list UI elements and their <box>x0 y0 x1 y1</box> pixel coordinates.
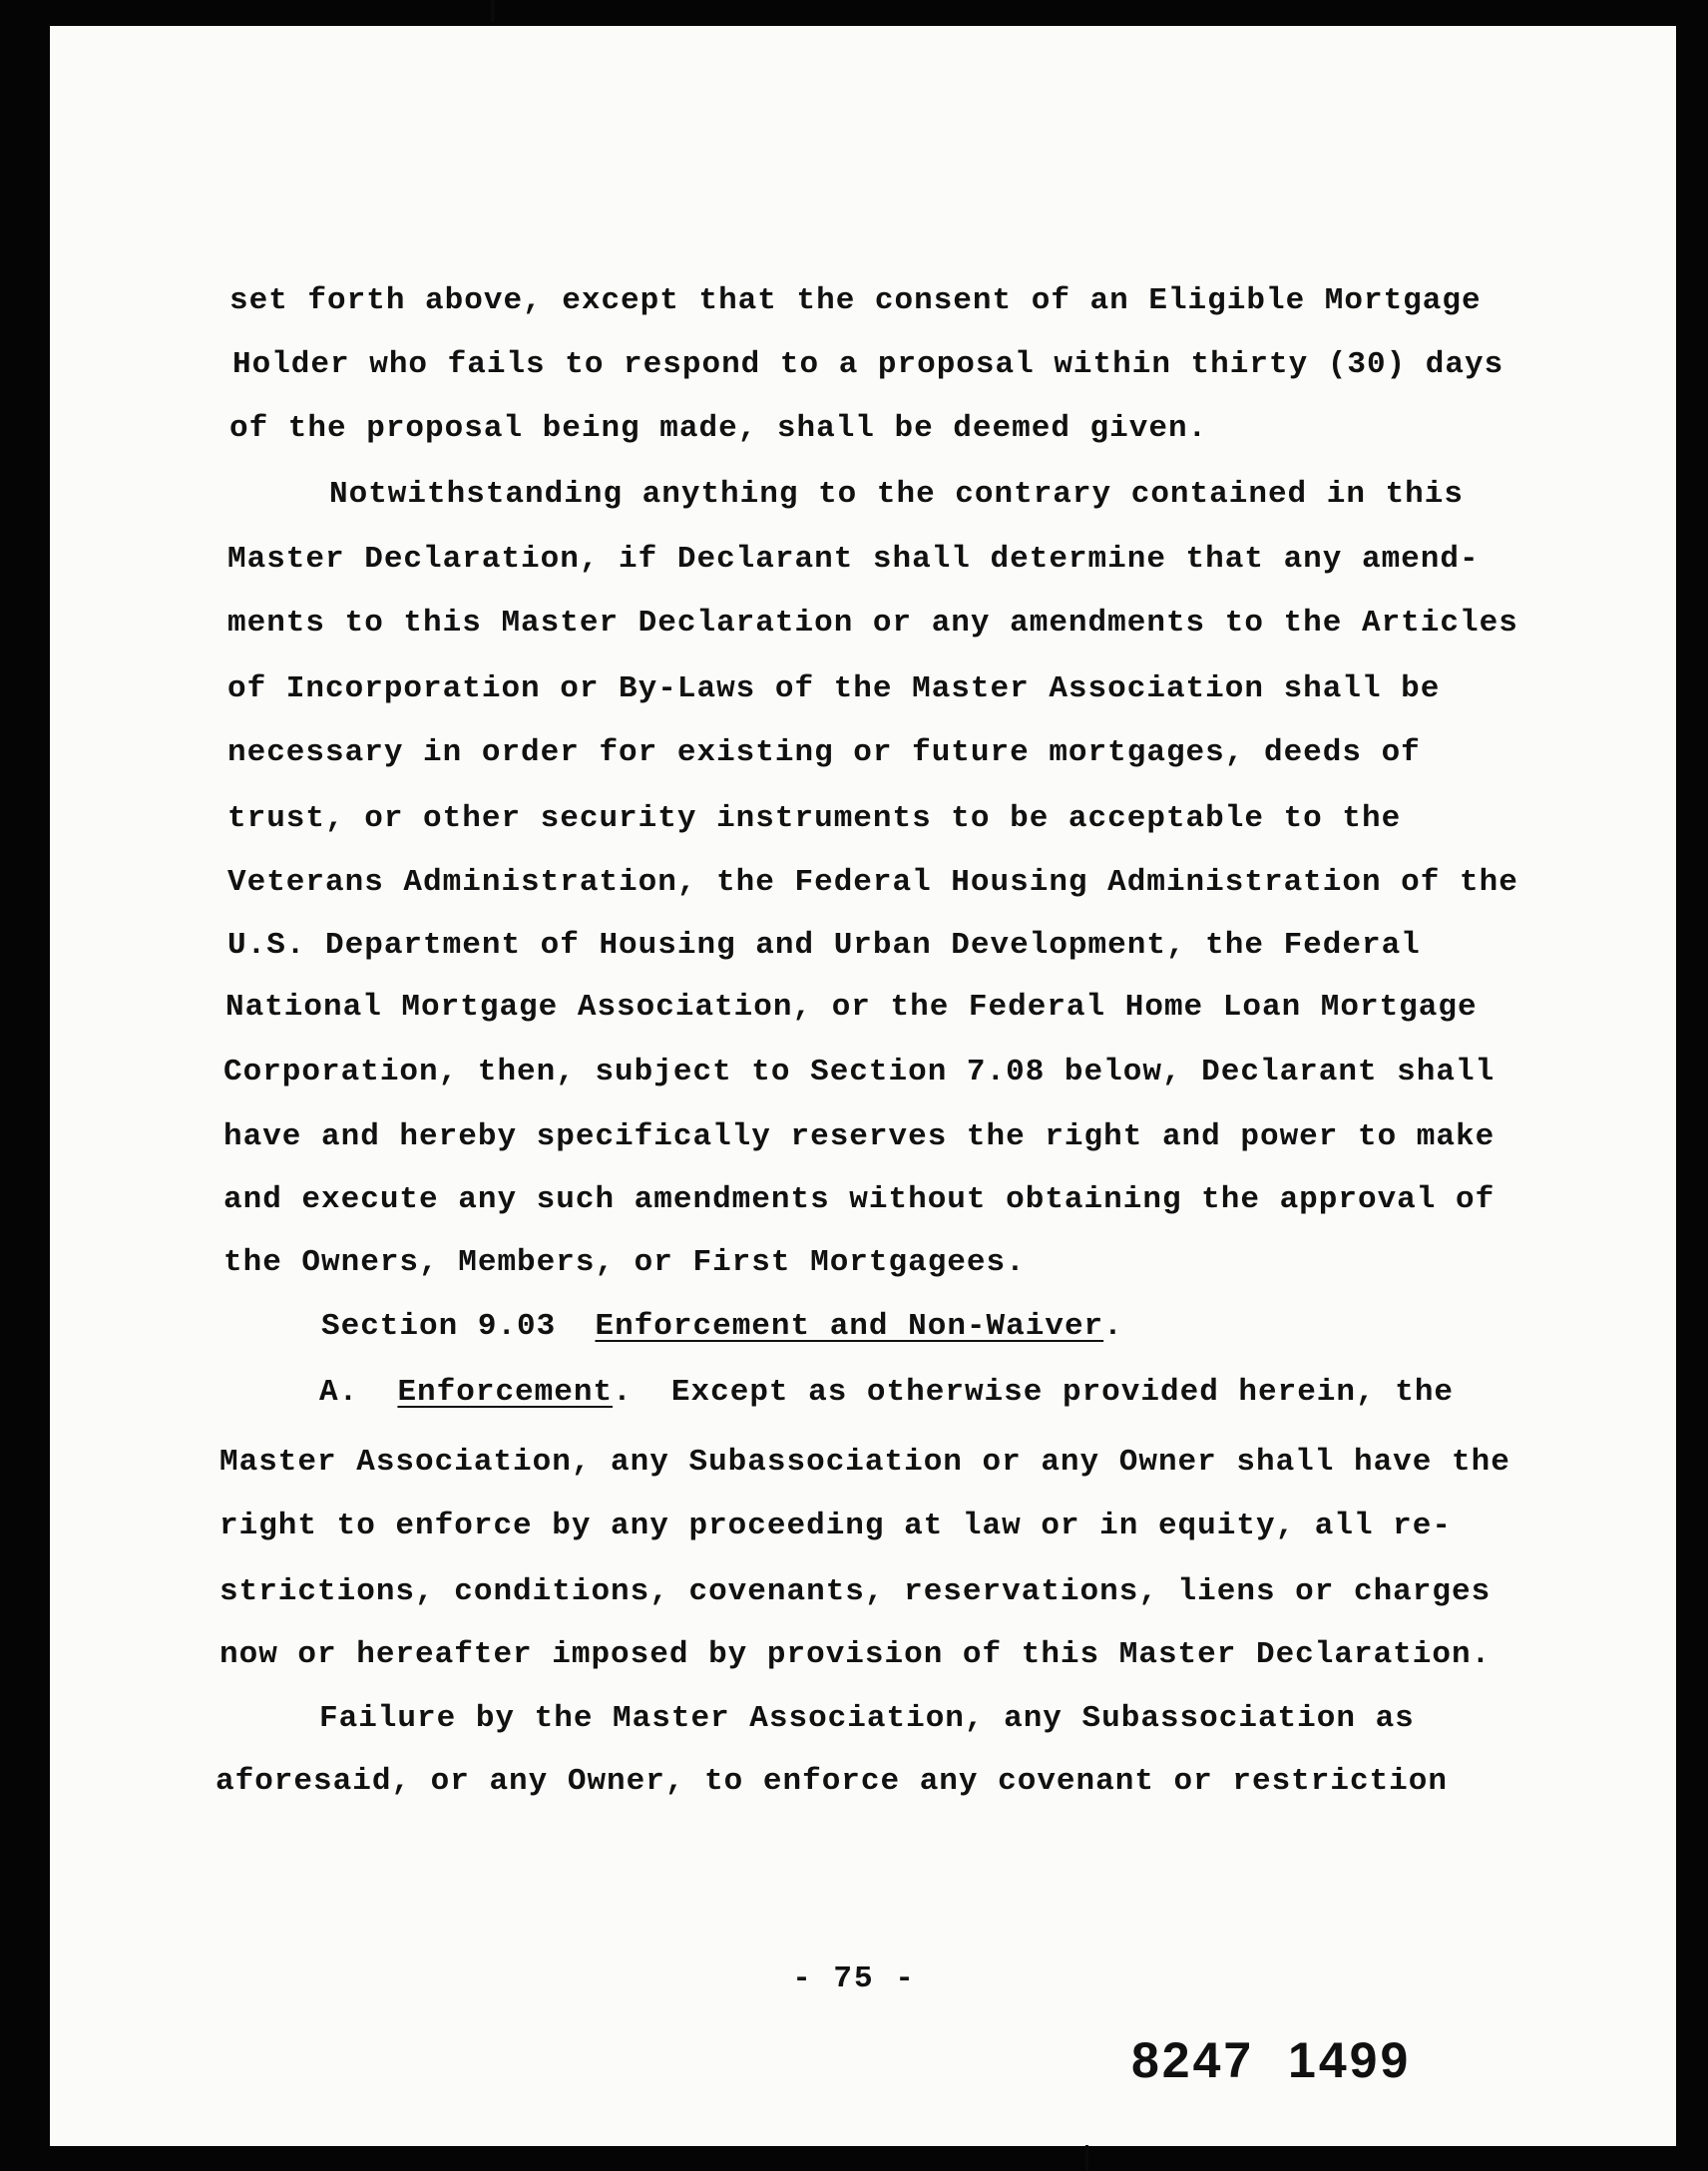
paragraph-line: of Incorporation or By-Laws of the Master Association shall be <box>227 671 1441 706</box>
paragraph-line: have and hereby specifically reserves the right and power to make <box>223 1119 1495 1154</box>
paragraph-line: Veterans Administration, the Federal Housing Administration of the <box>227 865 1518 900</box>
subsection-first-line: Except as otherwise provided herein, the <box>670 1375 1455 1410</box>
page-number: - 75 - <box>792 1961 916 1996</box>
paragraph-line: Master Association, any Subassociation or any Owner shall have the <box>219 1445 1510 1480</box>
paragraph-line: now or hereafter imposed by provision of this Master Declaration. <box>219 1637 1492 1672</box>
paragraph-line: Master Declaration, if Declarant shall determine that any amend- <box>227 542 1480 577</box>
section-heading <box>321 1311 1123 1342</box>
paragraph-line: Holder who fails to respond to a proposal within thirty (30) days <box>232 347 1504 382</box>
paragraph-line: right to enforce by any proceeding at law or in equity, all re- <box>219 1509 1452 1543</box>
paragraph-line: the Owners, Members, or First Mortgagees. <box>223 1245 1026 1280</box>
paragraph-line: Corporation, then, subject to Section 7.08 below, Declarant shall <box>223 1055 1495 1089</box>
paragraph-line: necessary in order for existing or future mortgages, deeds of <box>227 735 1421 770</box>
subsection-heading <box>319 1377 1454 1408</box>
document-number <box>1131 2031 1411 2089</box>
document-number-left: 8247 <box>1131 2032 1255 2088</box>
paragraph-line: Failure by the Master Association, any Subassociation as <box>319 1701 1415 1736</box>
document-number-right: 1499 <box>1288 2032 1412 2088</box>
paragraph-line: Notwithstanding anything to the contrary contained in this <box>329 477 1464 512</box>
section-title-period: . <box>1103 1309 1123 1344</box>
subsection-title-period: . <box>613 1375 633 1410</box>
subsection-title: Enforcement <box>397 1375 614 1410</box>
paragraph-line: of the proposal being made, shall be deemed given. <box>229 411 1208 446</box>
paragraph-line: National Mortgage Association, or the Federal Home Loan Mortgage <box>225 990 1478 1025</box>
paragraph-line: set forth above, except that the consent of an Eligible Mortgage <box>229 283 1482 318</box>
paragraph-line: trust, or other security instruments to be acceptable to the <box>227 801 1402 836</box>
scan-artifact-top <box>491 0 495 22</box>
paragraph-line: aforesaid, or any Owner, to enforce any covenant or restriction <box>215 1764 1448 1799</box>
paragraph-line: U.S. Department of Housing and Urban Development, the Federal <box>227 928 1421 963</box>
paragraph-line: and execute any such amendments without obtaining the approval of <box>223 1182 1495 1217</box>
paragraph-line: strictions, conditions, covenants, reservations, liens or charges <box>219 1574 1492 1609</box>
subsection-label: A. <box>319 1375 359 1410</box>
scan-artifact-bottom <box>1085 2145 1088 2171</box>
section-number: Section 9.03 <box>321 1309 557 1344</box>
paragraph-line: ments to this Master Declaration or any amendments to the Articles <box>227 606 1518 641</box>
section-title: Enforcement and Non-Waiver <box>595 1309 1104 1344</box>
